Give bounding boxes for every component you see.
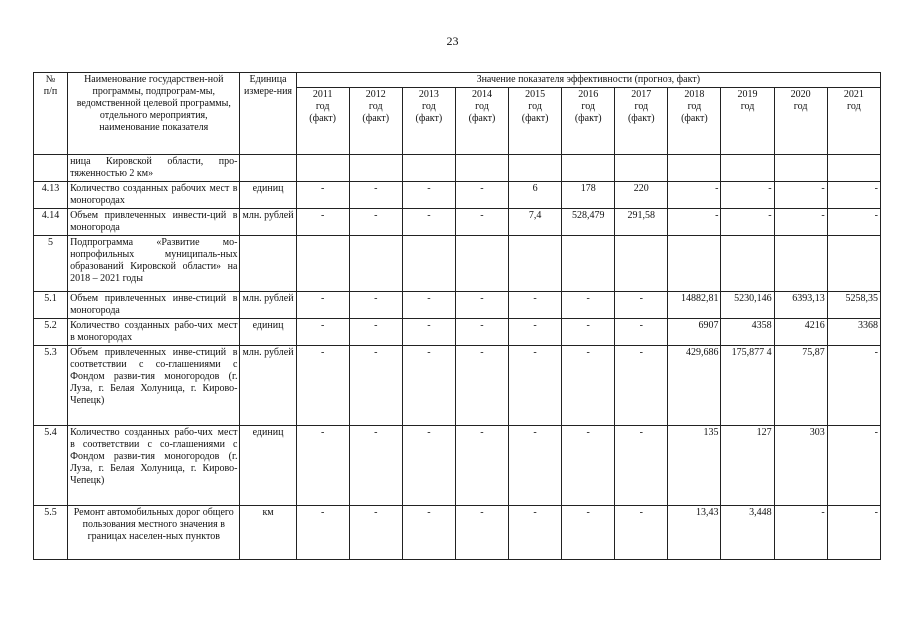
row-value-2011 bbox=[296, 155, 349, 182]
row-unit: км bbox=[240, 506, 296, 560]
row-value-2021: - bbox=[827, 506, 880, 560]
header-year-kind: (факт) bbox=[521, 113, 549, 124]
row-name: Количество созданных рабочих мест в моногородах bbox=[68, 182, 240, 209]
row-value-2013: - bbox=[402, 319, 455, 346]
header-year-kind: (факт) bbox=[574, 113, 602, 124]
row-value-2019 bbox=[721, 236, 774, 292]
table-header bbox=[34, 73, 881, 155]
row-value-2013: - bbox=[402, 292, 455, 319]
row-value-2017: 291,58 bbox=[615, 209, 668, 236]
row-value-2016: - bbox=[562, 506, 615, 560]
table-row bbox=[34, 155, 881, 182]
row-value-2015 bbox=[509, 155, 562, 182]
row-value-2013 bbox=[402, 236, 455, 292]
row-value-2016 bbox=[562, 236, 615, 292]
header-year-2015 bbox=[509, 88, 562, 155]
header-year-word: год bbox=[687, 101, 702, 112]
indicators-table bbox=[33, 72, 881, 560]
row-name: Ремонт автомобильных дорог общего пользования местного значения в границах населен-ных пунктов bbox=[68, 506, 240, 560]
header-year-kind: (факт) bbox=[681, 113, 708, 124]
table-row bbox=[34, 182, 881, 209]
row-value-2011 bbox=[296, 236, 349, 292]
row-name: Объем привлеченных инвести-ций в моногорода bbox=[68, 209, 240, 236]
header-year-2018 bbox=[668, 88, 721, 155]
row-value-2011: - bbox=[296, 209, 349, 236]
table-row bbox=[34, 209, 881, 236]
row-value-2020 bbox=[774, 155, 827, 182]
header-year-word: год bbox=[793, 101, 808, 112]
row-value-2017 bbox=[615, 236, 668, 292]
header-year-2013 bbox=[402, 88, 455, 155]
row-value-2019: 3,448 bbox=[721, 506, 774, 560]
page-number: 23 bbox=[446, 34, 459, 48]
header-year-year: 2012 bbox=[365, 89, 386, 100]
row-name: Объем привлеченных инве-стиций в моногорода bbox=[68, 292, 240, 319]
row-value-2021: 3368 bbox=[827, 319, 880, 346]
row-unit: млн. рублей bbox=[240, 292, 296, 319]
header-year-word: год bbox=[315, 101, 330, 112]
header-year-year: 2013 bbox=[418, 89, 439, 100]
row-number: 5.1 bbox=[34, 292, 68, 319]
header-year-word: год bbox=[422, 101, 436, 112]
row-value-2017: 220 bbox=[615, 182, 668, 209]
header-year-word: год bbox=[581, 101, 596, 112]
header-year-word: год bbox=[740, 101, 755, 112]
row-value-2013 bbox=[402, 155, 455, 182]
row-value-2016: - bbox=[562, 426, 615, 506]
row-value-2011: - bbox=[296, 426, 349, 506]
row-value-2012: - bbox=[349, 182, 402, 209]
row-value-2020: - bbox=[774, 209, 827, 236]
header-year-kind: (факт) bbox=[362, 113, 390, 124]
row-value-2018: - bbox=[668, 209, 721, 236]
header-year-kind: (факт) bbox=[468, 113, 496, 124]
row-value-2018: - bbox=[668, 182, 721, 209]
row-value-2013: - bbox=[402, 426, 455, 506]
header-number: № п/п bbox=[34, 73, 68, 155]
row-unit: млн. рублей bbox=[240, 346, 296, 426]
table-row bbox=[34, 319, 881, 346]
table-row bbox=[34, 292, 881, 319]
row-unit: млн. рублей bbox=[240, 209, 296, 236]
row-value-2016 bbox=[562, 155, 615, 182]
row-value-2017 bbox=[615, 155, 668, 182]
row-value-2016: 178 bbox=[562, 182, 615, 209]
row-number: 4.13 bbox=[34, 182, 68, 209]
row-name: Подпрограмма «Развитие мо-нопрофильных муниципаль-ных образований Кировской области» на 2018 – 2021 годы bbox=[68, 236, 240, 292]
row-value-2018: 14882,81 bbox=[668, 292, 721, 319]
row-value-2014: - bbox=[455, 506, 508, 560]
table-row bbox=[34, 236, 881, 292]
row-value-2020: 75,87 bbox=[774, 346, 827, 426]
header-year-word: год bbox=[528, 101, 542, 112]
header-year-2014 bbox=[455, 88, 508, 155]
header-year-2016 bbox=[562, 88, 615, 155]
row-value-2014: - bbox=[455, 209, 508, 236]
row-value-2014 bbox=[455, 155, 508, 182]
row-unit: единиц bbox=[240, 426, 296, 506]
header-year-year: 2016 bbox=[578, 89, 599, 100]
row-value-2012 bbox=[349, 236, 402, 292]
row-value-2018: 13,43 bbox=[668, 506, 721, 560]
row-unit bbox=[240, 155, 296, 182]
row-value-2021: - bbox=[827, 346, 880, 426]
row-value-2013: - bbox=[402, 182, 455, 209]
row-value-2017: - bbox=[615, 319, 668, 346]
row-value-2019: 5230,146 bbox=[721, 292, 774, 319]
row-value-2015: 7,4 bbox=[509, 209, 562, 236]
row-value-2016: - bbox=[562, 346, 615, 426]
row-value-2020: 303 bbox=[774, 426, 827, 506]
row-value-2019: - bbox=[721, 182, 774, 209]
row-value-2015: - bbox=[509, 346, 562, 426]
header-year-word: год bbox=[634, 101, 649, 112]
row-value-2014: - bbox=[455, 426, 508, 506]
row-value-2015 bbox=[509, 236, 562, 292]
row-number: 5.3 bbox=[34, 346, 68, 426]
row-value-2015: - bbox=[509, 426, 562, 506]
row-value-2013: - bbox=[402, 506, 455, 560]
row-value-2019: 127 bbox=[721, 426, 774, 506]
row-value-2011: - bbox=[296, 319, 349, 346]
header-year-kind: (факт) bbox=[627, 113, 655, 124]
header-year-year: 2019 bbox=[737, 89, 758, 100]
row-value-2012: - bbox=[349, 292, 402, 319]
row-name: Количество созданных рабо-чих мест в соответствии с со-глашениями с Фондом разви-тия моногородов (г. Луза, г. Белая Холуница, г. Кирово-Чепецк) bbox=[68, 426, 240, 506]
header-year-year: 2020 bbox=[790, 89, 811, 100]
table-row bbox=[34, 346, 881, 426]
row-name: Объем привлеченных инве-стиций в соответствии с со-глашениями с Фондом разви-тия моногородов (г. Луза, г. Белая Холуница, г. Кирово-Чепецк) bbox=[68, 346, 240, 426]
row-number bbox=[34, 155, 68, 182]
row-value-2015: - bbox=[509, 292, 562, 319]
row-value-2018: 135 bbox=[668, 426, 721, 506]
row-value-2012: - bbox=[349, 319, 402, 346]
row-value-2018: 6907 bbox=[668, 319, 721, 346]
row-value-2021: - bbox=[827, 182, 880, 209]
row-value-2013: - bbox=[402, 209, 455, 236]
row-value-2020 bbox=[774, 236, 827, 292]
row-value-2014: - bbox=[455, 292, 508, 319]
header-year-year: 2017 bbox=[631, 89, 652, 100]
row-value-2016: 528,479 bbox=[562, 209, 615, 236]
row-value-2018 bbox=[668, 155, 721, 182]
row-value-2017: - bbox=[615, 506, 668, 560]
row-name: ница Кировской области, про-тяженностью 2 км» bbox=[68, 155, 240, 182]
row-number: 5 bbox=[34, 236, 68, 292]
header-year-year: 2021 bbox=[843, 89, 864, 100]
row-value-2020: 4216 bbox=[774, 319, 827, 346]
row-value-2014: - bbox=[455, 319, 508, 346]
header-year-2020 bbox=[774, 88, 827, 155]
header-year-word: год bbox=[368, 101, 383, 112]
header-year-year: 2018 bbox=[684, 89, 705, 100]
row-value-2019: - bbox=[721, 209, 774, 236]
header-year-year: 2015 bbox=[525, 89, 546, 100]
row-value-2012: - bbox=[349, 209, 402, 236]
header-year-2021 bbox=[827, 88, 880, 155]
header-year-2012 bbox=[349, 88, 402, 155]
row-value-2020: 6393,13 bbox=[774, 292, 827, 319]
row-value-2020: - bbox=[774, 182, 827, 209]
row-value-2017: - bbox=[615, 346, 668, 426]
row-name: Количество созданных рабо-чих мест в моногородах bbox=[68, 319, 240, 346]
row-value-2015: 6 bbox=[509, 182, 562, 209]
row-value-2016: - bbox=[562, 319, 615, 346]
table-body bbox=[34, 155, 881, 560]
row-value-2017: - bbox=[615, 292, 668, 319]
table-row bbox=[34, 506, 881, 560]
row-unit: единиц bbox=[240, 182, 296, 209]
row-value-2014: - bbox=[455, 182, 508, 209]
row-value-2017: - bbox=[615, 426, 668, 506]
header-year-word: год bbox=[847, 101, 861, 112]
header-unit: Единица измере-ния bbox=[240, 73, 296, 155]
row-unit: единиц bbox=[240, 319, 296, 346]
row-value-2011: - bbox=[296, 506, 349, 560]
row-value-2011: - bbox=[296, 182, 349, 209]
header-year-kind: (факт) bbox=[309, 113, 336, 124]
row-value-2018 bbox=[668, 236, 721, 292]
row-value-2011: - bbox=[296, 346, 349, 426]
row-number: 4.14 bbox=[34, 209, 68, 236]
row-value-2012: - bbox=[349, 346, 402, 426]
row-value-2012 bbox=[349, 155, 402, 182]
header-year-year: 2014 bbox=[471, 89, 492, 100]
header-values-group: Значение показателя эффективности (прогноз, факт) bbox=[296, 73, 880, 88]
header-year-2017 bbox=[615, 88, 668, 155]
row-value-2019 bbox=[721, 155, 774, 182]
row-number: 5.2 bbox=[34, 319, 68, 346]
header-year-2011 bbox=[296, 88, 349, 155]
header-name: Наименование государствен-ной программы, подпрограм-мы, ведомственной целевой программы, отдельного мероприятия, наименование показателя bbox=[68, 73, 240, 155]
row-value-2014: - bbox=[455, 346, 508, 426]
row-value-2019: 4358 bbox=[721, 319, 774, 346]
row-value-2021 bbox=[827, 236, 880, 292]
header-year-2019 bbox=[721, 88, 774, 155]
row-value-2021: - bbox=[827, 209, 880, 236]
table-row bbox=[34, 426, 881, 506]
row-value-2012: - bbox=[349, 506, 402, 560]
row-value-2014 bbox=[455, 236, 508, 292]
row-value-2021: - bbox=[827, 426, 880, 506]
row-value-2011: - bbox=[296, 292, 349, 319]
row-value-2012: - bbox=[349, 426, 402, 506]
row-unit bbox=[240, 236, 296, 292]
row-value-2015: - bbox=[509, 506, 562, 560]
header-year-kind: (факт) bbox=[415, 113, 443, 124]
row-value-2016: - bbox=[562, 292, 615, 319]
header-year-year: 2011 bbox=[312, 89, 333, 100]
row-value-2021: 5258,35 bbox=[827, 292, 880, 319]
row-value-2015: - bbox=[509, 319, 562, 346]
row-value-2018: 429,686 bbox=[668, 346, 721, 426]
row-value-2013: - bbox=[402, 346, 455, 426]
row-number: 5.4 bbox=[34, 426, 68, 506]
header-year-word: год bbox=[475, 101, 489, 112]
row-value-2019: 175,877 4 bbox=[721, 346, 774, 426]
row-value-2021 bbox=[827, 155, 880, 182]
row-number: 5.5 bbox=[34, 506, 68, 560]
row-value-2020: - bbox=[774, 506, 827, 560]
